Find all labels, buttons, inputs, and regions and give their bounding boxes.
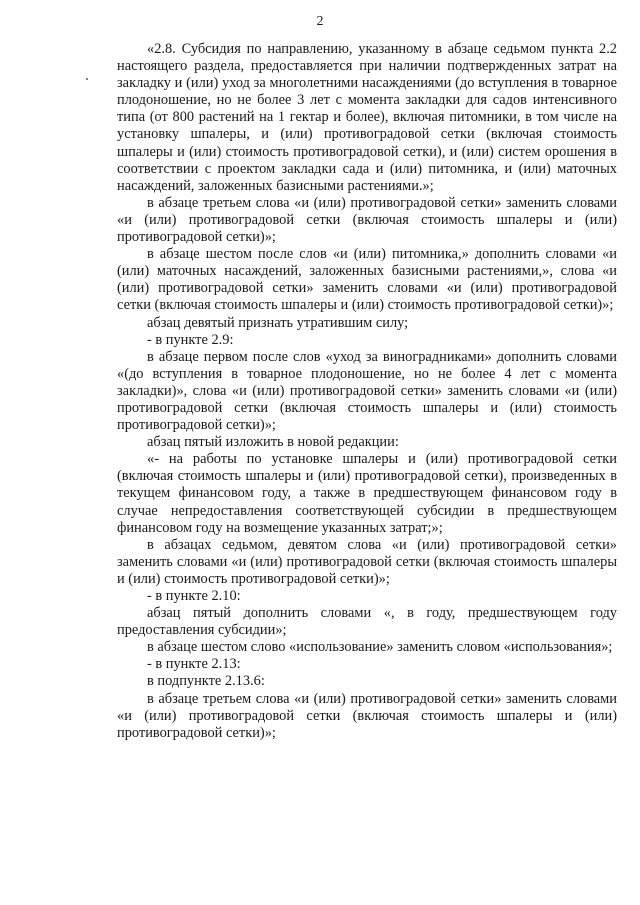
paragraph-2-8: «2.8. Субсидия по направлению, указанному в абзаце седьмом пункта 2.2 настоящего раздела, предоставляется при наличии подтвержденных затрат на закладку и (или) уход за многолетними насаждениями (до вступления в товарное плодоношение, но не более 3 лет с момента закладки для садов интенсивного типа (от 800 растений на 1 гектар и более), включая питомники, в том числе на установку шпалеры, и (или) противоградовой сетки (включая стоимость шпалеры и (или) стоимость противоградовой сетки), и (или) систем орошения в соответствии с проектом закладки сада и (или) питомника, и (или) маточных насаждений, заложенных базисными растениями.»; xyxy=(117,41,617,194)
paragraph-2-9-abzac-1: в абзаце первом после слов «уход за виноградниками» дополнить словами «(до вступления в товарное плодоношение, но не более 4 лет с момента закладки)», слова «и (или) противоградовой сетки» заменить словами «и (или) противоградовой сетки (включая стоимость шпалеры и (или) стоимость противоградовой сетки)»; xyxy=(117,348,617,434)
paragraph-2-10-abzac-6: в абзаце шестом слово «использование» заменить словом «использования»; xyxy=(147,639,613,656)
paragraph-point-2-9: - в пункте 2.9: xyxy=(147,331,234,348)
paragraph-point-2-10: - в пункте 2.10: xyxy=(147,588,241,604)
paragraph-abzac-9-void: абзац девятый признать утратившим силу; xyxy=(147,314,409,331)
paragraph-2-9-abzac-5-intro: абзац пятый изложить в новой редакции: xyxy=(147,434,399,451)
document-body xyxy=(117,41,617,742)
paragraph-amend-abzac-3: в абзаце третьем слова «и (или) противоградовой сетки» заменить словами «и (или) противоградовой сетки (включая стоимость шпалеры и (или) противоградовой сетки)»; xyxy=(117,194,617,246)
paragraph-2-10-abzac-5: абзац пятый дополнить словами «, в году, предшествующем году предоставления субсидии»; xyxy=(117,605,617,639)
scan-artifact-dot xyxy=(86,78,88,80)
paragraph-2-9-abzac-5-new: «- на работы по установке шпалеры и (или) противоградовой сетки (включая стоимость шпалеры и (или) противоградовой сетки), произведенных в текущем финансовом году, а также в предшествующем финансовом году в случае непредоставления соответствующей субсидии в предшествующем финансовом году на возмещение указанных затрат;»; xyxy=(117,451,617,536)
paragraph-point-2-13: - в пункте 2.13: xyxy=(147,656,241,673)
paragraph-2-9-abzac-7-9: в абзацах седьмом, девятом слова «и (или) противоградовой сетки» заменить словами «и (или) противоградовой сетки (включая стоимость шпалеры и (или) стоимость противоградовой сетки)»; xyxy=(117,536,617,587)
paragraph-subpoint-2-13-6: в подпункте 2.13.6: xyxy=(147,673,265,690)
paragraph-amend-abzac-6: в абзаце шестом после слов «и (или) питомника,» дополнить словами «и (или) маточных насаждений, заложенных базисными растениями,», слова «и (или) противоградовой сетки» заменить словами «и (или) противоградовой сетки (включая стоимость шпалеры и (или) стоимость противоградовой сетки)»; xyxy=(117,246,617,314)
paragraph-2-13-6-abzac-3: в абзаце третьем слова «и (или) противоградовой сетки» заменить словами «и (или) противоградовой сетки (включая стоимость шпалеры и (или) противоградовой сетки)»; xyxy=(117,690,617,741)
page-number: 2 xyxy=(316,14,324,29)
